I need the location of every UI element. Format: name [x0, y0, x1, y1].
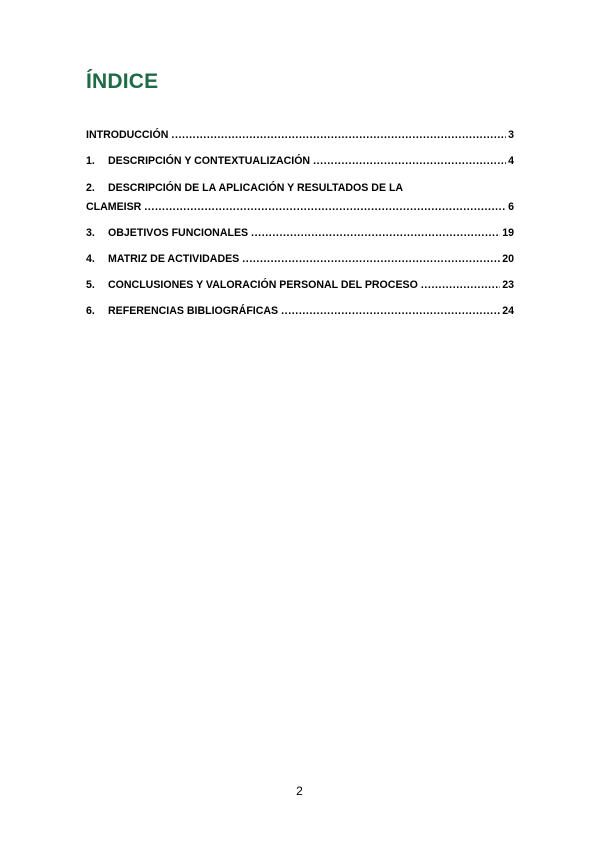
toc-entry-number: 2. [86, 182, 95, 194]
toc-entry-number: 6. [86, 305, 95, 317]
toc-entry-number: 1. [86, 155, 95, 167]
toc-entry-label: INTRODUCCIÓN [86, 129, 169, 141]
toc-entry-number: 4. [86, 253, 95, 265]
toc-entry-objetivos-funcionales[interactable] [86, 227, 514, 240]
toc-entry-number: 5. [86, 279, 95, 291]
toc-entry-label: CONCLUSIONES Y VALORACIÓN PERSONAL DEL PROCESO [108, 279, 418, 291]
toc-leader-dots [144, 201, 506, 214]
toc-entry-page: 23 [502, 279, 514, 291]
toc-entry-referencias[interactable] [86, 305, 514, 318]
toc-entry-descripcion-aplicacion-continuation[interactable] [86, 201, 514, 214]
toc-leader-dots [281, 305, 500, 318]
toc-leader-dots [313, 155, 506, 168]
toc-entry-descripcion-contextualizacion[interactable] [86, 155, 514, 168]
toc-entry-label: REFERENCIAS BIBLIOGRÁFICAS [108, 305, 279, 317]
toc-entry-label: OBJETIVOS FUNCIONALES [108, 227, 249, 239]
toc-entry-page: 3 [508, 129, 514, 141]
toc-entry-page: 24 [502, 305, 514, 317]
toc-entry-label: DESCRIPCIÓN Y CONTEXTUALIZACIÓN [108, 155, 311, 167]
toc-leader-dots [242, 253, 500, 266]
toc-entry-page: 6 [508, 201, 514, 213]
toc-leader-dots [421, 279, 500, 292]
toc-entry-page: 4 [508, 155, 514, 167]
toc-leader-dots [251, 227, 500, 240]
toc-entry-conclusiones[interactable] [86, 279, 514, 292]
toc-entry-number: 3. [86, 227, 95, 239]
toc-entry-page: 20 [502, 253, 514, 265]
table-of-contents [86, 129, 514, 318]
toc-leader-dots [171, 129, 506, 142]
toc-entry-label: DESCRIPCIÓN DE LA APLICACIÓN Y RESULTADOS DE LA [108, 182, 404, 194]
toc-entry-descripcion-aplicacion[interactable] [86, 182, 514, 195]
toc-entry-label-continuation: CLAMEISR [86, 201, 142, 213]
toc-entry-introduccion[interactable] [86, 129, 514, 142]
toc-entry-matriz-actividades[interactable] [86, 253, 514, 266]
page-number: 2 [296, 784, 303, 798]
toc-entry-page: 19 [502, 227, 514, 239]
toc-entry-label: MATRIZ DE ACTIVIDADES [108, 253, 240, 265]
page-title: ÍNDICE [86, 70, 159, 93]
